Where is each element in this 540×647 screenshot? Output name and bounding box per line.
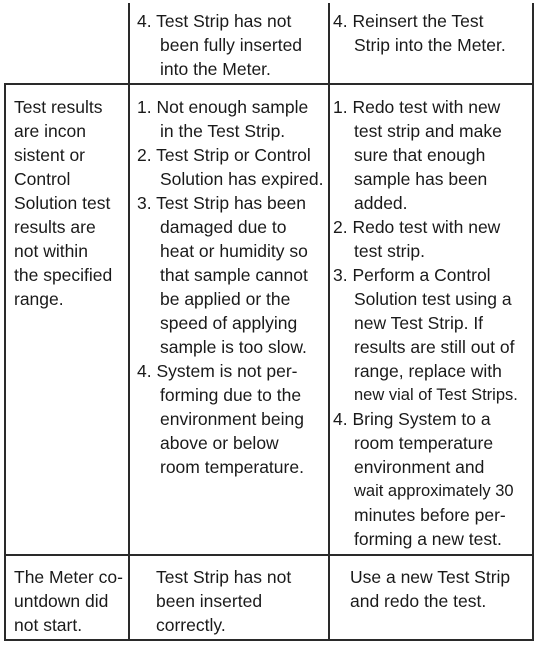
row2-problem-line-2: untdown did xyxy=(14,591,109,611)
row1-cause-line-5: 3. Test Strip has been xyxy=(137,193,306,213)
row1-cause-line-13: forming due to the xyxy=(160,385,302,405)
row1-cause-line-11: sample is too slow. xyxy=(160,337,307,357)
row1-cause-line-14: environment being xyxy=(160,409,304,429)
row2-cause-line-1: Test Strip has not xyxy=(156,567,292,587)
row1-solution-line-1: 1. Redo test with new xyxy=(333,97,501,117)
row2-cause-line-2: been inserted xyxy=(156,591,263,611)
table-border-bottom xyxy=(4,639,534,641)
row1-cause-line-15: above or below xyxy=(160,433,279,453)
row1-cause-line-7: heat or humidity so xyxy=(160,241,308,261)
row1-solution-line-5: added. xyxy=(354,193,408,213)
row1-solution-line-18: minutes before per- xyxy=(354,505,506,525)
row1-solution-line-16: environment and xyxy=(354,457,485,477)
row1-cause-line-9: be applied or the xyxy=(160,289,291,309)
table-border-right xyxy=(532,3,534,641)
row1-solution-line-15: room temperature xyxy=(354,433,494,453)
row1-problem-line-6: results are xyxy=(14,217,96,237)
row2-problem-line-3: not start. xyxy=(14,615,83,635)
row1-problem-line-7: not within xyxy=(14,241,88,261)
row2-cause-line-3: correctly. xyxy=(156,615,226,635)
row1-solution-line-12: range, replace with xyxy=(354,361,502,381)
row1-solution-line-6: 2. Redo test with new xyxy=(333,217,501,237)
row1-solution-line-7: test strip. xyxy=(354,241,425,261)
row-divider-2 xyxy=(4,554,534,556)
row1-cause-line-1: 1. Not enough sample xyxy=(137,97,309,117)
row2-solution-line-2: and redo the test. xyxy=(350,591,487,611)
row1-problem-line-9: range. xyxy=(14,289,64,309)
row1-solution-line-19: forming a new test. xyxy=(354,529,502,549)
row1-cause-line-6: damaged due to xyxy=(160,217,287,237)
troubleshooting-table xyxy=(4,3,534,641)
col-divider-2 xyxy=(328,3,330,641)
row1-cause-line-10: speed of applying xyxy=(160,313,298,333)
row1-cause-line-12: 4. System is not per- xyxy=(137,361,298,381)
row1-cause-line-8: that sample cannot xyxy=(160,265,308,285)
row1-problem-line-4: Control xyxy=(14,169,71,189)
row1-cause-line-3: 2. Test Strip or Control xyxy=(137,145,311,165)
row1-solution-line-3: sure that enough xyxy=(354,145,486,165)
row1-problem-line-8: the specified xyxy=(14,265,113,285)
col-divider-1 xyxy=(128,3,130,641)
row1-problem-line-3: sistent or xyxy=(14,145,85,165)
row-divider-1 xyxy=(4,83,534,85)
row1-solution-line-11: results are still out of xyxy=(354,337,515,357)
row1-problem-line-2: are incon xyxy=(14,121,86,141)
row1-solution-line-17: wait approximately 30 xyxy=(354,482,514,500)
row0-cause-line-2: been fully inserted xyxy=(160,35,303,55)
table-border-left xyxy=(4,83,6,641)
row1-problem-line-1: Test results xyxy=(14,97,103,117)
row1-solution-line-4: sample has been xyxy=(354,169,488,189)
row1-solution-line-8: 3. Perform a Control xyxy=(333,265,491,285)
row1-solution-line-13: new vial of Test Strips. xyxy=(354,386,518,404)
row2-problem-line-1: The Meter co- xyxy=(14,567,123,587)
row0-solution-line-1: 4. Reinsert the Test xyxy=(333,11,484,31)
row0-solution-line-2: Strip into the Meter. xyxy=(354,35,506,55)
row1-solution-line-10: new Test Strip. If xyxy=(354,313,484,333)
row1-cause-line-16: room temperature. xyxy=(160,457,304,477)
row2-solution-line-1: Use a new Test Strip xyxy=(350,567,511,587)
row1-cause-line-4: Solution has expired. xyxy=(160,169,324,189)
row1-solution-line-9: Solution test using a xyxy=(354,289,512,309)
row1-problem-line-5: Solution test xyxy=(14,193,111,213)
row0-cause-line-3: into the Meter. xyxy=(160,59,271,79)
row1-solution-line-14: 4. Bring System to a xyxy=(333,409,491,429)
row1-solution-line-2: test strip and make xyxy=(354,121,502,141)
row1-cause-line-2: in the Test Strip. xyxy=(160,121,286,141)
row0-cause-line-1: 4. Test Strip has not xyxy=(137,11,292,31)
